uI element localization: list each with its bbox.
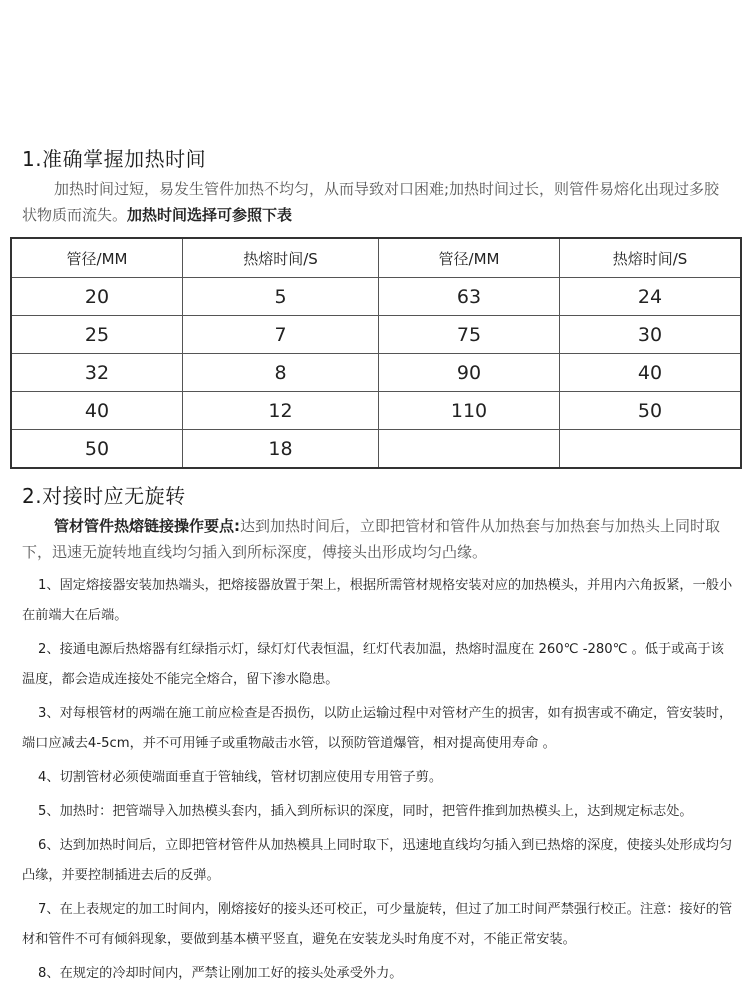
heating-time-table	[10, 237, 742, 469]
step-item: 1、固定熔接器安装加热端头，把熔接器放置于架上，根据所需管材规格安装对应的加热模头，并用内六角扳紧，一般小在前端大在后端。	[22, 578, 733, 623]
table-cell: 40	[560, 354, 742, 392]
table-cell: 30	[560, 316, 742, 354]
section-1-intro	[22, 176, 732, 228]
step-item: 2、接通电源后热熔器有红绿指示灯，绿灯灯代表恒温，红灯代表加温，热熔时温度在 260℃ -280℃ 。低于或高于该温度，都会造成连接处不能完全熔合，留下渗水隐患。	[22, 642, 724, 687]
table-cell: 12	[183, 392, 379, 430]
table-cell: 63	[379, 278, 560, 316]
table-header-row	[11, 238, 741, 278]
section-1-intro-bold: 加热时间选择可参照下表	[127, 206, 293, 224]
section-2-title: 2.对接时应无旋转	[22, 484, 186, 508]
header-cell: 热熔时间/S	[560, 238, 742, 278]
table-cell	[379, 430, 560, 469]
table-cell: 18	[183, 430, 379, 469]
table-row	[11, 316, 741, 354]
step-item: 3、对每根管材的两端在施工前应检查是否损伤，以防止运输过程中对管材产生的损害，如有损害或不确定，管安装时，端口应减去4-5cm，并不可用锤子或重物敲击水管，以预防管道爆管，相对提高使用寿命 。	[22, 706, 733, 751]
header-cell: 管径/MM	[379, 238, 560, 278]
table-cell: 110	[379, 392, 560, 430]
table-row	[11, 354, 741, 392]
table-cell: 5	[183, 278, 379, 316]
step-item: 8、在规定的冷却时间内，严禁让刚加工好的接头处承受外力。	[38, 966, 403, 981]
section-1-intro-text: 加热时间过短，易发生管件加热不均匀，从而导致对口困难;加热时间过长，则管件易熔化出现过多胶状物质而流失。	[22, 180, 720, 224]
table-cell: 25	[11, 316, 183, 354]
step-item: 7、在上表规定的加工时间内，刚熔接好的接头还可校正，可少量旋转，但过了加工时间严禁强行校正。注意：接好的管材和管件不可有倾斜现象，要做到基本横平竖直，避免在安装龙头时角度不对，不能正常安装。	[22, 902, 733, 947]
section-2-intro	[22, 513, 732, 565]
table-row	[11, 392, 741, 430]
table-cell: 20	[11, 278, 183, 316]
table-cell: 50	[11, 430, 183, 469]
header-cell: 热熔时间/S	[183, 238, 379, 278]
section-2-intro-text: 达到加热时间后，立即把管材和管件从加热套与加热套与加热头上同时取下，迅速无旋转地直线均匀插入到所标深度，傅接头出形成均匀凸缘。	[22, 517, 721, 561]
table-cell: 7	[183, 316, 379, 354]
operation-steps	[22, 571, 734, 993]
step-item: 4、切割管材必须使端面垂直于管轴线，管材切割应使用专用管子剪。	[38, 770, 443, 785]
section-1-title: 1.准确掌握加热时间	[22, 147, 207, 171]
table-row	[11, 278, 741, 316]
table-cell: 75	[379, 316, 560, 354]
step-item: 6、达到加热时间后，立即把管材管件从加热模具上同时取下，迅速地直线均匀插入到已热熔的深度，使接头处形成均匀凸缘，并要控制插进去后的反弹。	[22, 838, 733, 883]
table-cell	[560, 430, 742, 469]
table-row	[11, 430, 741, 469]
table-cell: 24	[560, 278, 742, 316]
table-cell: 40	[11, 392, 183, 430]
table-cell: 32	[11, 354, 183, 392]
section-2-intro-bold: 管材管件热熔链接操作要点:	[54, 517, 240, 535]
table-cell: 8	[183, 354, 379, 392]
table-cell: 50	[560, 392, 742, 430]
table-cell: 90	[379, 354, 560, 392]
header-cell: 管径/MM	[11, 238, 183, 278]
step-item: 5、加热时：把管端导入加热模头套内，插入到所标识的深度，同时，把管件推到加热模头上，达到规定标志处。	[38, 804, 693, 819]
